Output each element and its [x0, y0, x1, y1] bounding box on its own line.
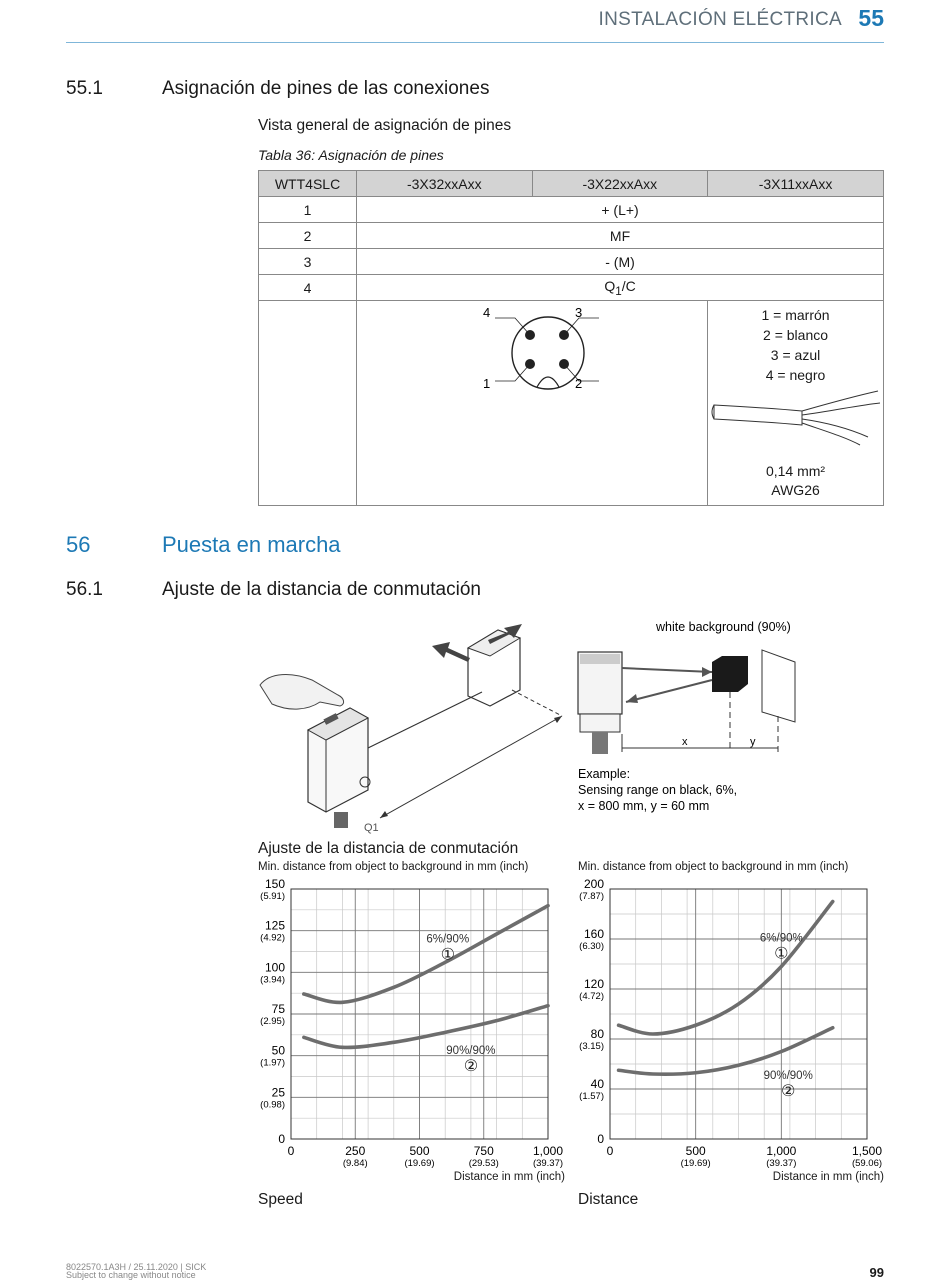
x-tick-label: 500 [409, 1144, 430, 1158]
section-number-56: 56 [66, 532, 91, 557]
pin-signal: - (M) [357, 249, 884, 275]
charts-heading: Ajuste de la distancia de conmutación [258, 840, 519, 857]
wire-color-item: 1 = marrón [761, 307, 830, 323]
pin-signal: MF [357, 223, 884, 249]
chart-2-caption: Distance [578, 1191, 639, 1208]
y-tick-label: 40 [590, 1077, 604, 1091]
connector-pin-label: 2 [575, 376, 583, 391]
x-tick-label: 1,500 [851, 1144, 883, 1158]
pin-number: 1 [259, 197, 357, 223]
x-dimension-label: x [682, 736, 688, 748]
section-number-56-1: 56.1 [66, 579, 103, 600]
y-tick-sublabel: (0.98) [260, 1099, 285, 1111]
pin-number: 4 [259, 275, 357, 301]
chart-2-y-axis-label: Min. distance from object to background in mm (inch) [578, 861, 849, 873]
pin-number: 2 [259, 223, 357, 249]
footer-line-1: 8022570.1A3H / 25.11.2020 | SICK [66, 1262, 207, 1272]
overview-heading: Vista general de asignación de pines [258, 117, 512, 134]
x-tick-sublabel: (39.37) [532, 1158, 564, 1169]
y-tick-sublabel: (3.94) [260, 974, 285, 986]
x-tick-sublabel: (19.69) [404, 1158, 435, 1169]
x-tick-label: 250 [345, 1144, 366, 1158]
connector-pin-label: 4 [483, 305, 491, 320]
y-tick-sublabel: (2.95) [260, 1016, 285, 1027]
x-tick-label: 0 [606, 1144, 614, 1158]
series-curve-1 [304, 906, 548, 1003]
series-curve-2 [304, 1006, 548, 1048]
series-label: 6%/90% [426, 933, 470, 946]
series-label: 6%/90% [759, 932, 803, 945]
y-tick-sublabel: (3.15) [579, 1041, 604, 1052]
section-number-55-1: 55.1 [66, 78, 103, 99]
table-caption: Tabla 36: Asignación de pines [258, 147, 444, 163]
y-tick-sublabel: (7.87) [579, 891, 604, 902]
connector-pin-label: 3 [575, 305, 583, 320]
connector-pin-label: 1 [483, 376, 491, 391]
wire-color-item: 4 = negro [765, 367, 826, 383]
column-header: WTT4SLC [259, 171, 357, 197]
y-tick-sublabel: (1.97) [260, 1057, 285, 1069]
x-tick-sublabel: (9.84) [342, 1158, 368, 1169]
section-title-56: Puesta en marcha [162, 532, 341, 557]
series-label: 90%/90% [446, 1045, 496, 1057]
footer-line-2: Subject to change without notice [66, 1270, 196, 1280]
running-header-title: INSTALACIÓN ELÉCTRICA [598, 9, 842, 30]
example-title: Example: [578, 767, 631, 781]
wire-cross-section: 0,14 mm² [765, 463, 826, 479]
column-header: -3X32xxAxx [357, 171, 533, 197]
y-tick-sublabel: (5.91) [260, 891, 285, 902]
background-label: white background (90%) [656, 620, 791, 634]
chart-1-y-axis-label: Min. distance from object to background in mm (inch) [258, 861, 529, 873]
y-tick-label: 0 [597, 1132, 604, 1146]
x-tick-sublabel: (59.06) [851, 1158, 883, 1169]
y-tick-label: 75 [271, 1002, 285, 1016]
y-tick-label: 125 [264, 918, 285, 933]
x-tick-label: 0 [287, 1144, 295, 1158]
y-tick-label: 50 [271, 1043, 285, 1058]
footer-doc-info [66, 1263, 206, 1279]
series-marker: ② [781, 1083, 796, 1100]
y-dimension-label: y [750, 736, 756, 748]
wire-awg: AWG26 [771, 482, 820, 498]
series-marker: ① [440, 946, 455, 964]
signal-suffix: /C [621, 277, 636, 294]
y-tick-label: 200 [583, 877, 604, 891]
x-tick-label: 1,000 [532, 1144, 564, 1158]
series-marker: ② [463, 1058, 479, 1075]
example-line-1: Sensing range on black, 6%, [578, 783, 738, 797]
y-tick-label: 120 [583, 977, 604, 991]
y-tick-sublabel: (1.57) [579, 1091, 604, 1102]
y-tick-label: 80 [590, 1027, 604, 1041]
page-number: 99 [869, 1265, 884, 1280]
x-tick-sublabel: (19.69) [680, 1158, 711, 1169]
column-header: -3X22xxAxx [532, 171, 708, 197]
y-tick-label: 100 [264, 960, 285, 975]
y-tick-sublabel: (6.30) [579, 941, 604, 952]
x-tick-sublabel: (29.53) [468, 1158, 499, 1169]
chart-1-x-axis-label: Distance in mm (inch) [453, 1171, 565, 1183]
y-tick-label: 150 [264, 877, 285, 891]
pin-signal: + (L+) [357, 197, 884, 223]
signal-base: Q [604, 277, 616, 294]
x-tick-label: 750 [473, 1144, 494, 1158]
y-tick-label: 0 [278, 1132, 285, 1146]
example-line-2: x = 800 mm, y = 60 mm [578, 799, 710, 813]
section-title-56-1: Ajuste de la distancia de conmutación [162, 579, 481, 600]
x-tick-sublabel: (39.37) [766, 1158, 797, 1169]
q1-label: Q1 [364, 822, 379, 834]
y-tick-sublabel: (4.72) [579, 991, 604, 1002]
chart-1-caption: Speed [258, 1191, 303, 1208]
chart-2-x-axis-label: Distance in mm (inch) [772, 1171, 884, 1183]
series-marker: ① [774, 945, 789, 963]
section-title-55-1: Asignación de pines de las conexiones [162, 78, 490, 99]
pin-number: 3 [259, 249, 357, 275]
y-tick-label: 25 [271, 1085, 285, 1100]
wire-color-item: 2 = blanco [763, 327, 829, 343]
wire-color-item: 3 = azul [770, 347, 821, 363]
y-tick-label: 160 [583, 927, 604, 941]
x-tick-label: 1,000 [766, 1144, 797, 1158]
x-tick-label: 500 [685, 1144, 706, 1158]
y-tick-sublabel: (4.92) [260, 932, 285, 944]
series-label: 90%/90% [763, 1070, 813, 1082]
running-header-chapter: 55 [858, 5, 884, 31]
column-header: -3X11xxAxx [708, 171, 884, 197]
signal-subscript: 1 [615, 284, 622, 298]
